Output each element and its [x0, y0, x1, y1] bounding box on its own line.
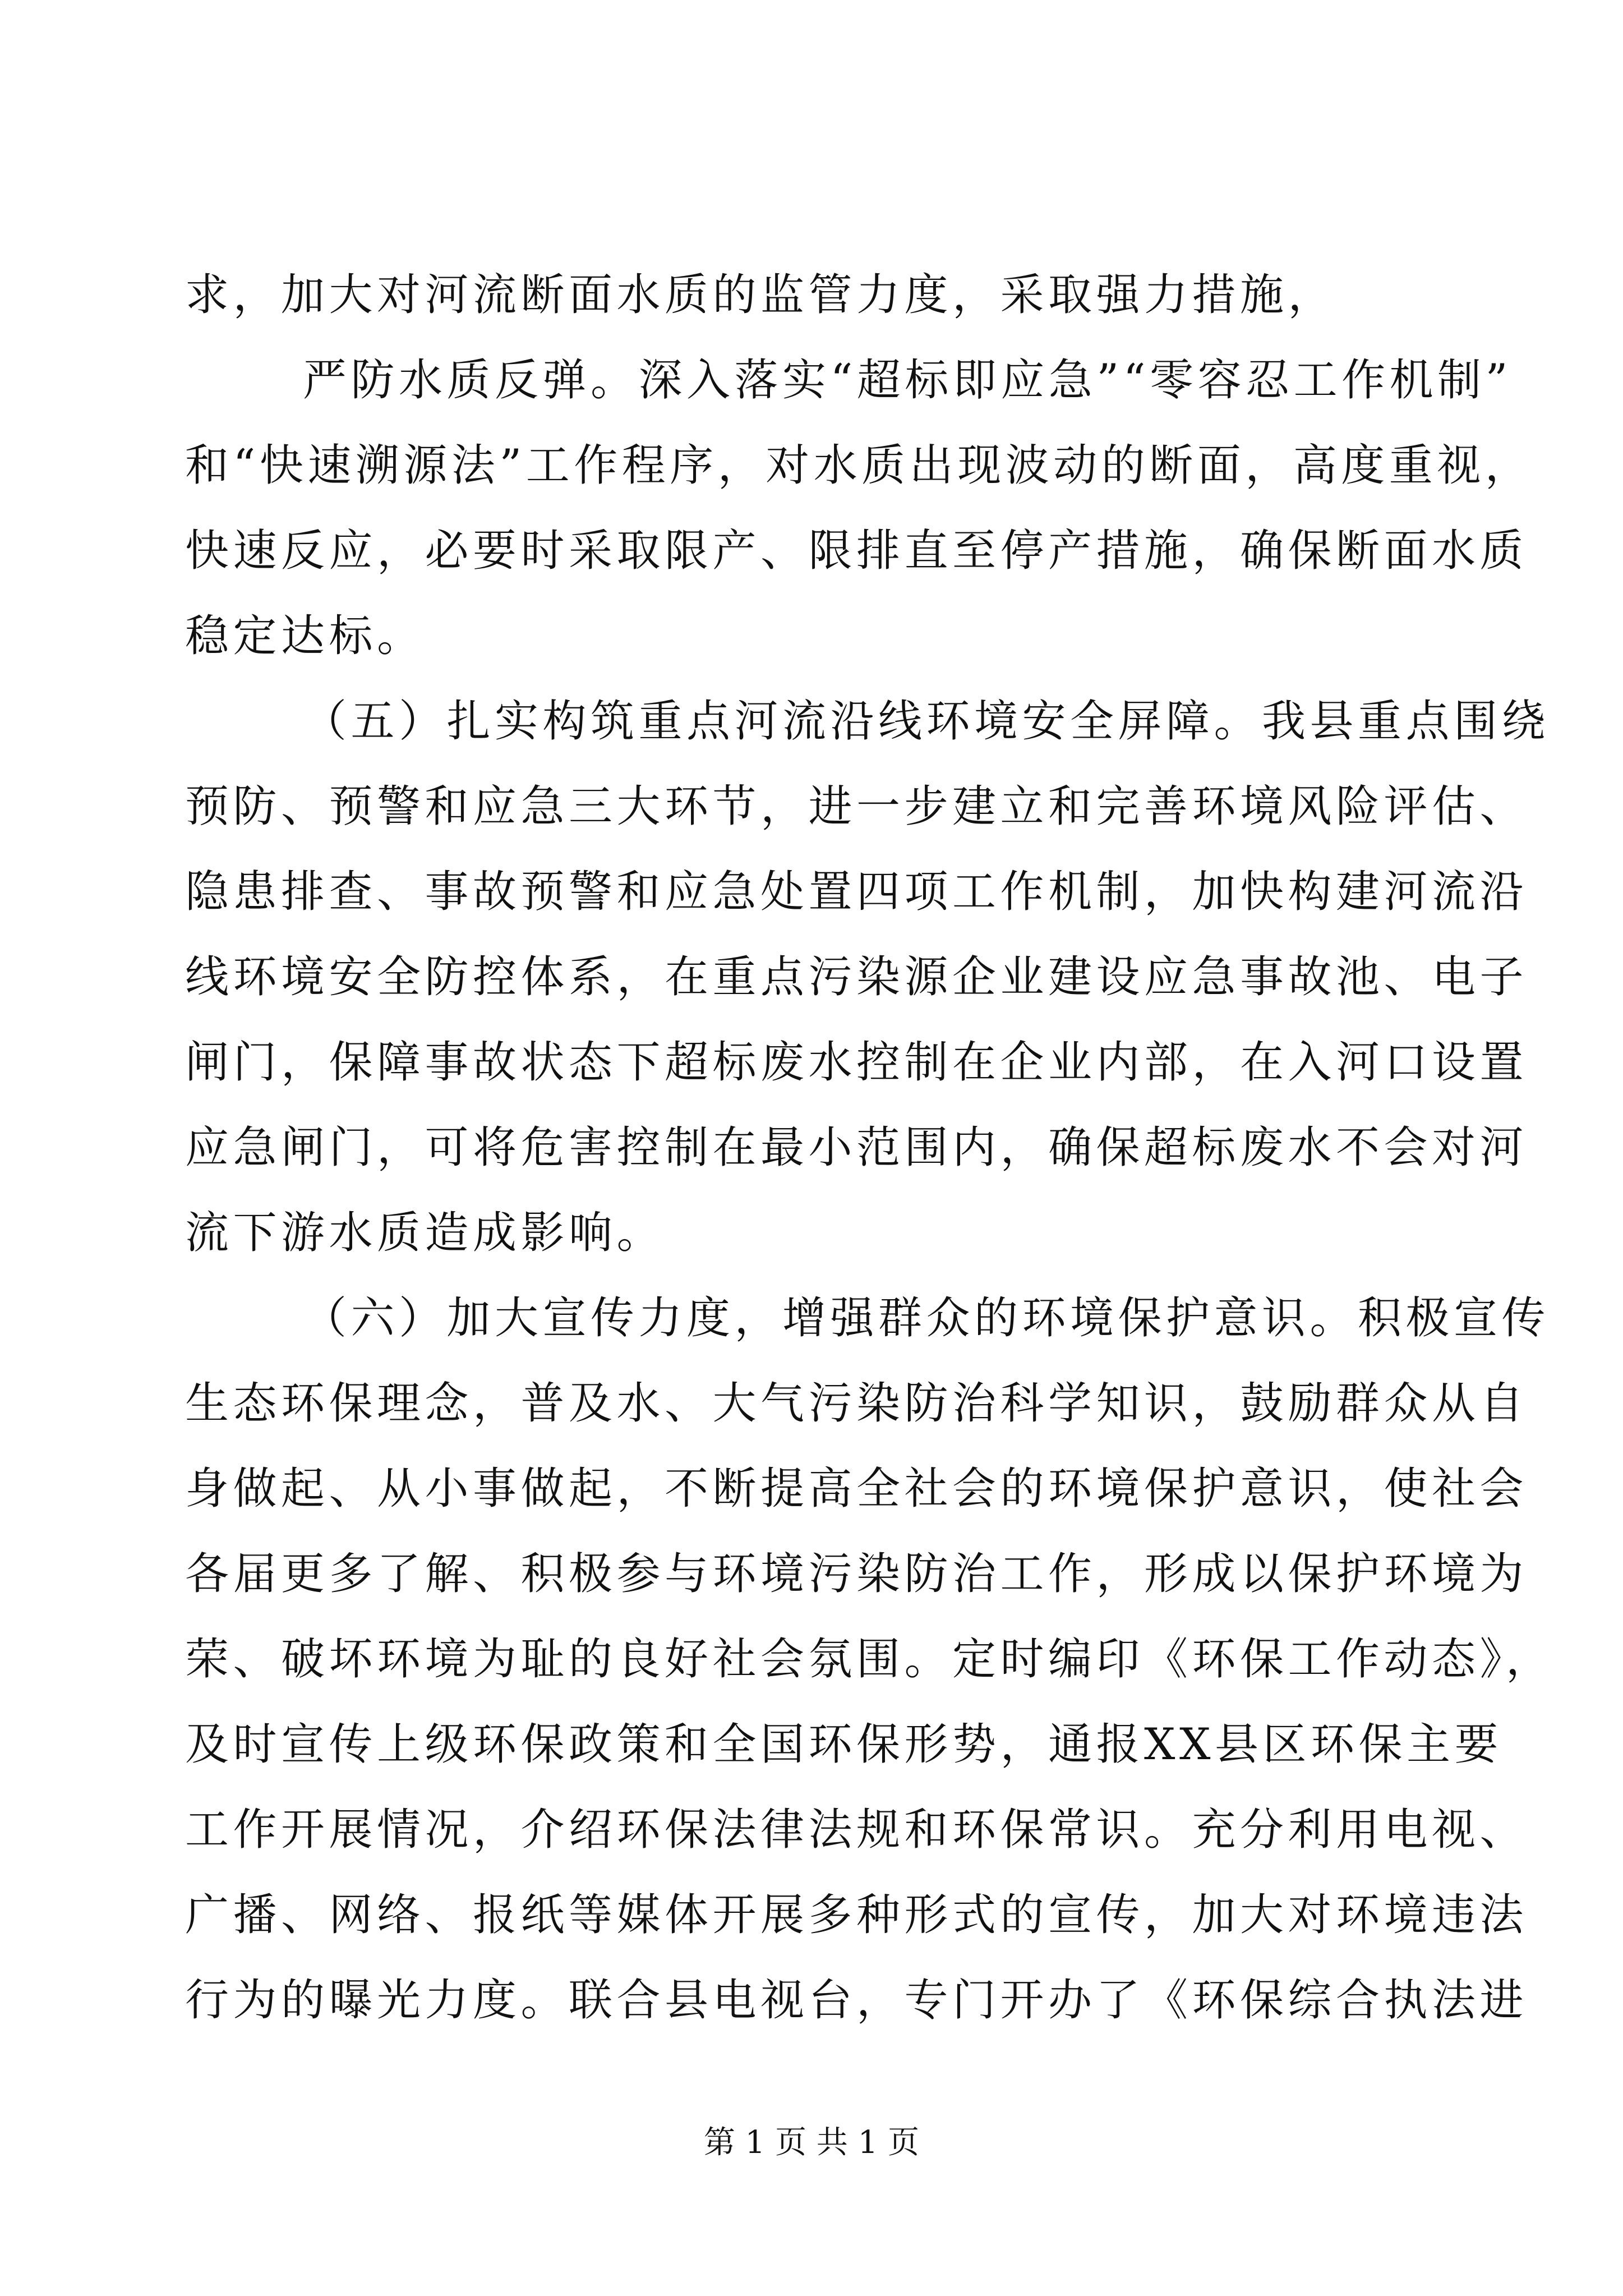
text-line: 荣、破坏环境为耻的良好社会氛围。定时编印《环保工作动态》， — [185, 1634, 1554, 1685]
text-line: 和“快速溯源法”工作程序，对水质出现波动的断面，高度重视， — [185, 440, 1533, 491]
text-line: 隐患排查、事故预警和应急处置四项工作机制，加快构建河流沿 — [185, 867, 1528, 917]
text-line: 线环境安全防控体系，在重点污染源企业建设应急事故池、电子 — [185, 952, 1528, 1002]
text-line: 广播、网络、报纸等媒体开展多种形式的宣传，加大对环境违法 — [185, 1890, 1528, 1940]
text-line: （五）扎实构筑重点河流沿线环境安全屏障。我县重点围绕 — [303, 696, 1550, 747]
text-line: 快速反应，必要时采取限产、限排直至停产措施，确保断面水质 — [185, 526, 1528, 576]
text-line: 身做起、从小事做起，不断提高全社会的环境保护意识，使社会 — [185, 1464, 1528, 1514]
text-line: 流下游水质造成影响。 — [185, 1208, 665, 1258]
page-footer: 第 1 页 共 1 页 — [703, 2124, 920, 2161]
text-line: 行为的曝光力度。联合县电视台，专门开办了《环保综合执法进 — [185, 1975, 1528, 2026]
text-line: 求，加大对河流断面水质的监管力度，采取强力措施， — [185, 270, 1336, 320]
text-line: 严防水质反弹。深入落实“超标即应急”“零容忍工作机制” — [303, 355, 1513, 406]
text-line: 闸门，保障事故状态下超标废水控制在企业内部，在入河口设置 — [185, 1037, 1528, 1088]
text-line: 及时宣传上级环保政策和全国环保形势，通报XX县区环保主要 — [185, 1719, 1503, 1770]
text-line: （六）加大宣传力度，增强群众的环境保护意识。积极宣传 — [303, 1293, 1550, 1343]
text-line: 稳定达标。 — [185, 611, 425, 661]
text-line: 预防、预警和应急三大环节，进一步建立和完善环境风险评估、 — [185, 781, 1528, 832]
text-line: 工作开展情况，介绍环保法律法规和环保常识。充分利用电视、 — [185, 1805, 1528, 1855]
text-line: 各届更多了解、积极参与环境污染防治工作，形成以保护环境为 — [185, 1549, 1528, 1599]
document-body — [185, 252, 1554, 2043]
text-line: 应急闸门，可将危害控制在最小范围内，确保超标废水不会对河 — [185, 1122, 1528, 1173]
text-line: 生态环保理念，普及水、大气污染防治科学知识，鼓励群众从自 — [185, 1378, 1528, 1429]
